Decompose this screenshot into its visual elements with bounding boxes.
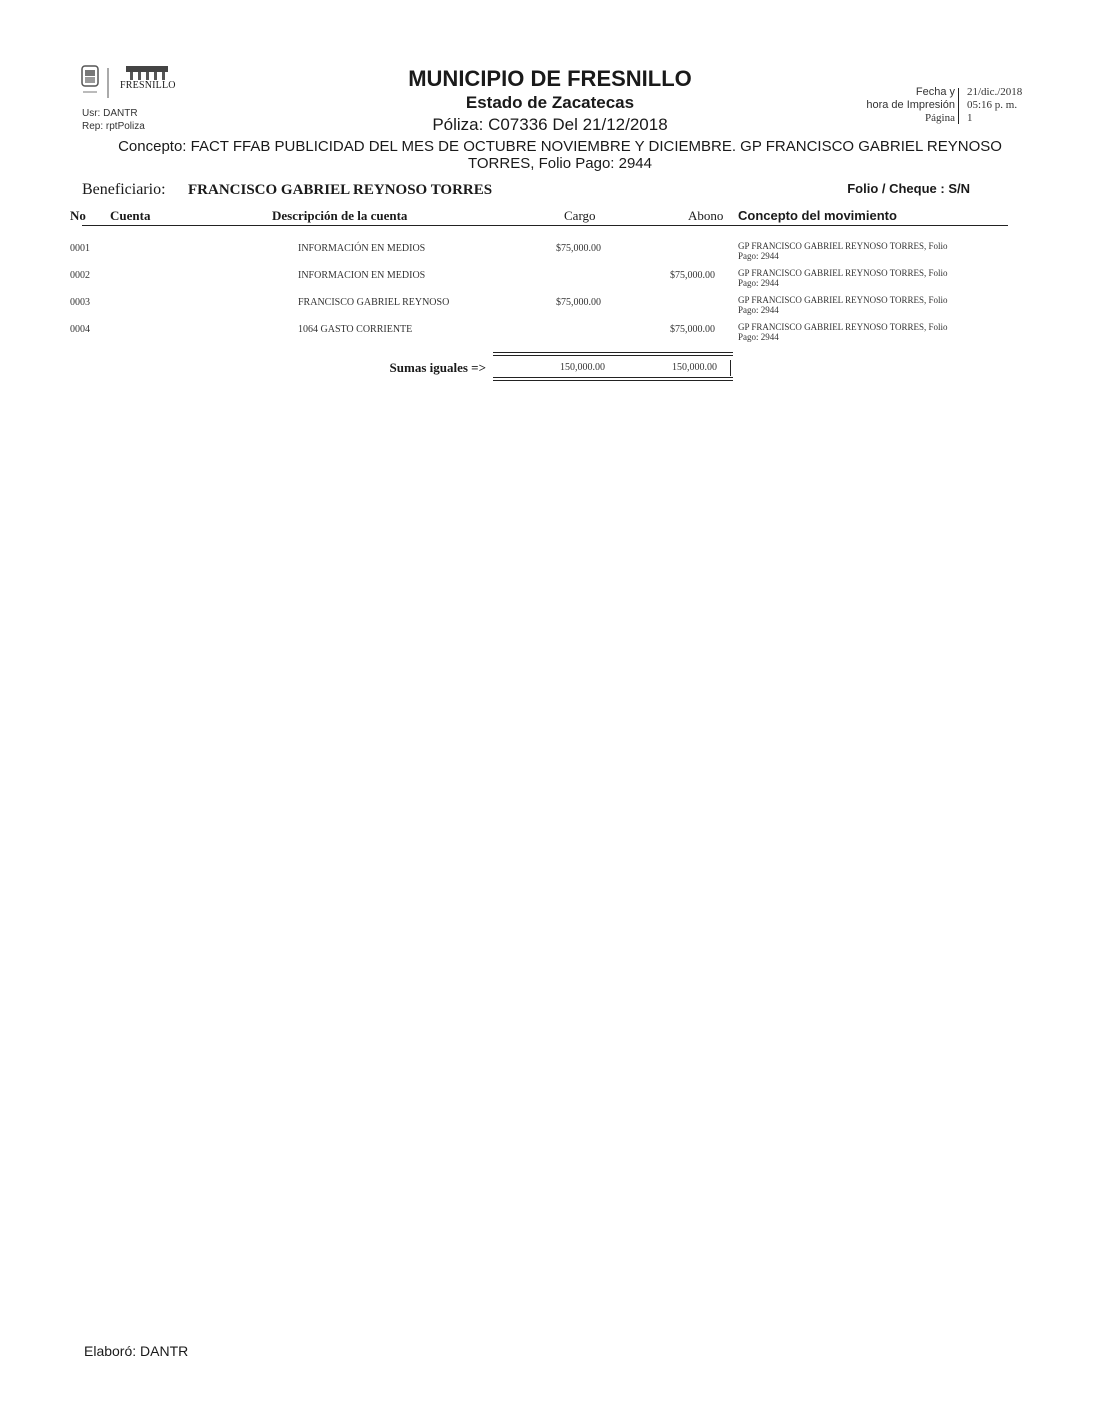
row-concepto-line: Pago: 2944: [738, 305, 779, 315]
pagina-value: 1: [967, 112, 973, 124]
row-abono: $75,000.00: [670, 324, 715, 335]
column-header-abono: Abono: [688, 208, 724, 223]
sum-top-rule-2: [493, 355, 733, 356]
row-cargo: $75,000.00: [556, 297, 601, 308]
row-descripcion: FRANCISCO GABRIEL REYNOSO: [298, 297, 450, 308]
beneficiario-name: FRANCISCO GABRIEL REYNOSO TORRES: [188, 182, 493, 198]
row-concepto: [738, 322, 993, 342]
sum-cargo: 150,000.00: [560, 362, 605, 373]
row-concepto-line: GP FRANCISCO GABRIEL REYNOSO TORRES, Folio: [738, 241, 948, 251]
column-header-cuenta: Cuenta: [110, 208, 151, 223]
row-concepto: [738, 295, 993, 315]
row-no: 0002: [70, 270, 90, 281]
user-label: Usr: DANTR: [82, 108, 138, 119]
sum-bottom-rule: [493, 377, 733, 378]
folio-cheque: Folio / Cheque : S/N: [847, 181, 970, 196]
row-concepto: [738, 268, 993, 288]
report-label: Rep: rptPoliza: [82, 121, 145, 132]
sumas-iguales-label: Sumas iguales =>: [389, 360, 486, 375]
page-title: MUNICIPIO DE FRESNILLO: [408, 66, 692, 91]
row-concepto: [738, 241, 993, 261]
poliza-number: Póliza: C07336 Del 21/12/2018: [432, 115, 668, 134]
row-descripcion: INFORMACION EN MEDIOS: [298, 270, 426, 281]
sum-top-rule: [493, 352, 733, 353]
row-no: 0004: [70, 324, 90, 335]
row-concepto-line: Pago: 2944: [738, 332, 779, 342]
print-date-labels: [830, 86, 955, 125]
row-concepto-line: Pago: 2944: [738, 251, 779, 261]
fecha-value: 21/dic./2018: [967, 86, 1023, 98]
row-concepto-line: Pago: 2944: [738, 278, 779, 288]
row-no: 0001: [70, 243, 90, 254]
concepto-line-2: TORRES, Folio Pago: 2944: [468, 155, 652, 172]
concepto-line-1: Concepto: FACT FFAB PUBLICIDAD DEL MES DE OCTUBRE NOVIEMBRE Y DICIEMBRE. GP FRANCISCO GABRIEL REYNOSO: [118, 138, 1002, 155]
elaboro-label: Elaboró: DANTR: [84, 1343, 189, 1359]
row-descripcion: INFORMACIÓN EN MEDIOS: [298, 243, 426, 254]
sum-divider: [730, 360, 731, 376]
sum-bottom-rule-2: [493, 380, 733, 381]
concepto-text: [100, 138, 1020, 172]
row-concepto-line: GP FRANCISCO GABRIEL REYNOSO TORRES, Folio: [738, 295, 948, 305]
logo-text: FRESNILLO: [120, 80, 176, 91]
column-header-cargo: Cargo: [564, 208, 596, 223]
row-no: 0003: [70, 297, 90, 308]
sum-abono: 150,000.00: [672, 362, 717, 373]
hora-label: hora de Impresión: [866, 99, 955, 111]
municipio-logo: [80, 64, 180, 104]
column-header-descripcion: Descripción de la cuenta: [272, 208, 408, 223]
date-divider: [958, 88, 959, 124]
header-rule: [82, 225, 1008, 226]
page-subtitle: Estado de Zacatecas: [465, 93, 635, 112]
column-header-concepto: Concepto del movimiento: [738, 208, 897, 223]
column-header-no: No: [70, 208, 86, 223]
pagina-label: Página: [925, 112, 955, 124]
print-date-values: [967, 86, 1022, 125]
row-descripcion: 1064 GASTO CORRIENTE: [298, 324, 413, 335]
row-cargo: $75,000.00: [556, 243, 601, 254]
row-concepto-line: GP FRANCISCO GABRIEL REYNOSO TORRES, Folio: [738, 268, 948, 278]
row-concepto-line: GP FRANCISCO GABRIEL REYNOSO TORRES, Folio: [738, 322, 948, 332]
beneficiario-label: Beneficiario:: [82, 181, 166, 198]
hora-value: 05:16 p. m.: [967, 99, 1018, 111]
row-abono: $75,000.00: [670, 270, 715, 281]
fecha-label: Fecha y: [915, 86, 955, 98]
